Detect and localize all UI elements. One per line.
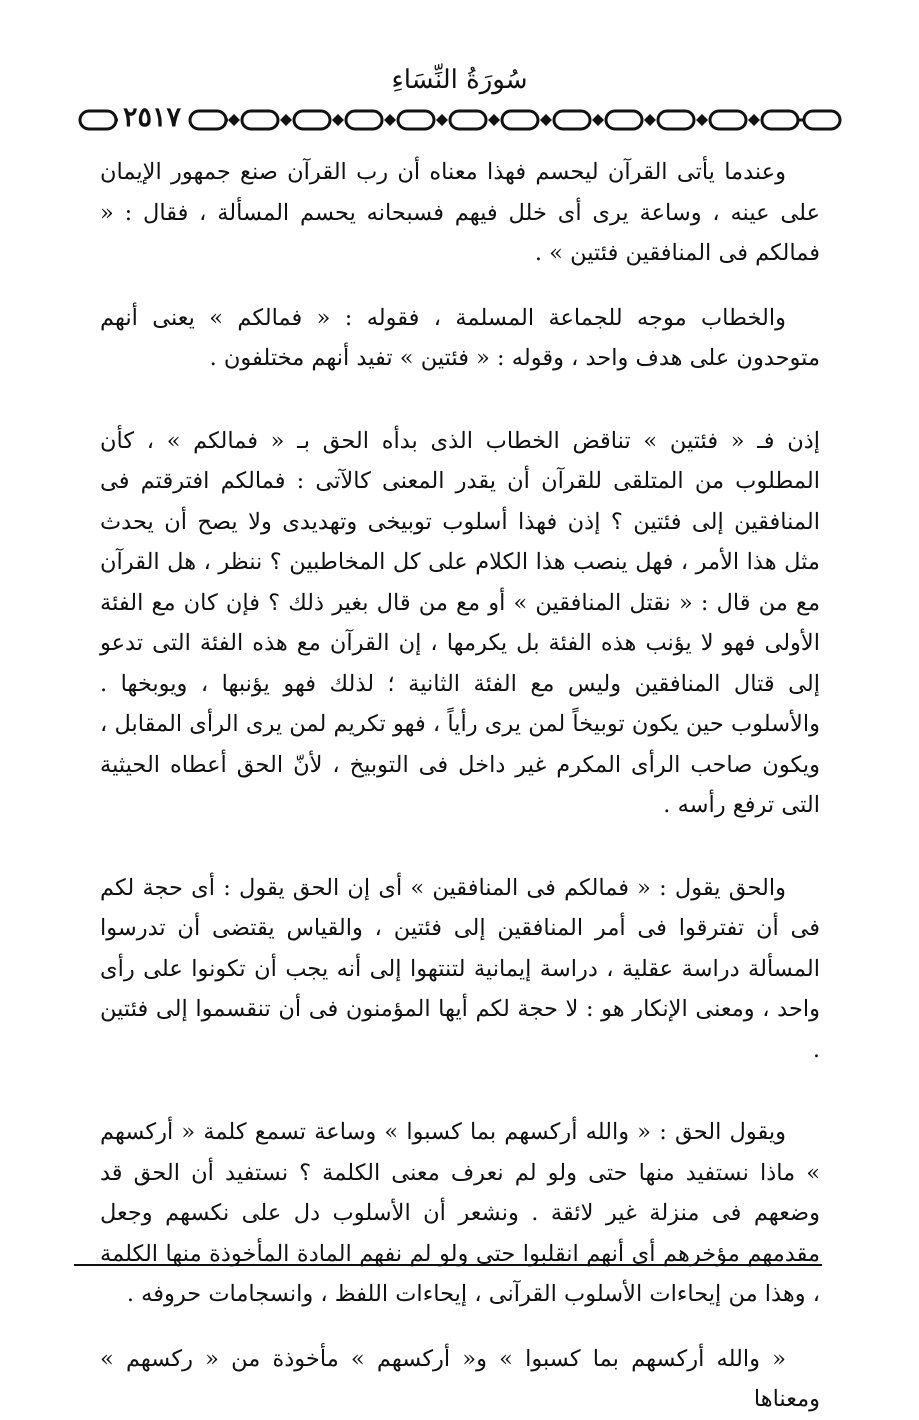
surah-title: سُورَةُ النِّسَاءِ xyxy=(391,65,528,95)
paragraph: والخطاب موجه للجماعة المسلمة ، فقوله : « فمالكم » يعنى أنهم متوحدون على هدف واحد ، وقوله : « فئتين » تفيد أنهم مختلفون . xyxy=(100,304,820,371)
paragraph: « والله أركسهم بما كسبوا » و« أركسهم » مأخوذة من « ركسهم » ومعناها xyxy=(100,1345,820,1412)
paragraph: والحق يقول : « فمالكم فى المنافقين » أى إن الحق يقول : أى حجة لكم فى أن تفترقوا فى أمر المنافقين إلى فئتين ، والقياس يقتضى أن تدرسوا المسألة دراسة عقلية ، دراسة إيمانية لتنتهوا إلى أنه يجب أن تكونوا على رأى واحد ، ومعنى الإنكار هو : لا حجة لكم أيها المؤمنون فى أن تنقسموا إلى فئتين . xyxy=(100,874,820,1063)
body-text xyxy=(100,152,820,1420)
page-number: ٢٥١٧ xyxy=(118,98,186,138)
paragraph: إذن فـ « فئتين » تناقض الخطاب الذى بدأه الحق بـ « فمالكم » ، كأن المطلوب من المتلقى للقرآن أن يقدر المعنى كالآتى : فمالكم افترقتم فى المنافقين إلى فئتين ؟ إذن فهذا أسلوب توبيخى وتهديدى ولا يصح أن يحدث مثل هذا الأمر ، فهل ينصب هذا الكلام على كل المخاطبين ؟ ننظر ، هل القرآن مع من قال : « نقتل المنافقين » أو مع من قال بغير ذلك ؟ فإن كان مع الفئة الأولى فهو لا يؤنب هذه الفئة بل يكرمها ، إن القرآن مع هذه الفئة التى تدعو إلى قتال المنافقين وليس مع الفئة الثانية ؛ لذلك فهو يؤنبها ، ويوبخها . والأسلوب حين يكون توبيخاً لمن يرى رأياً ، فهو تكريم لمن يرى الرأى المقابل ، ويكون صاحب الرأى المكرم غير داخل فى التوبيخ ، لأنّ الحق أعطاه الحيثية التى ترفع رأسه . xyxy=(100,427,820,818)
ornament-chain-icon xyxy=(76,106,844,134)
paragraph: ويقول الحق : « والله أركسهم بما كسبوا » وساعة تسمع كلمة « أركسهم » ماذا نستفيد منها حتى ولو لم نعرف معنى الكلمة ؟ نستفيد أن الحق قد وضعهم فى منزلة غير لائقة . ونشعر أن الأسلوب دل على نكسهم وجعل مقدمهم مؤخرهم أى أنهم انقلبوا حتى ولو لم نفهم المادة المأخوذة منها الكلمة ، وهذا من إيحاءات الأسلوب القرآنى ، إيحاءات اللفظ ، وانسجامات حروفه . xyxy=(100,1119,820,1307)
paragraph: وعندما يأتى القرآن ليحسم فهذا معناه أن رب القرآن صنع جمهور الإيمان على عينه ، وساعة يرى أى خلل فيهم فسبحانه يحسم المسألة ، فقال : « فمالكم فى المنافقين فئتين » . xyxy=(100,159,820,266)
decorative-border xyxy=(76,106,844,134)
footer-divider xyxy=(74,1264,822,1266)
